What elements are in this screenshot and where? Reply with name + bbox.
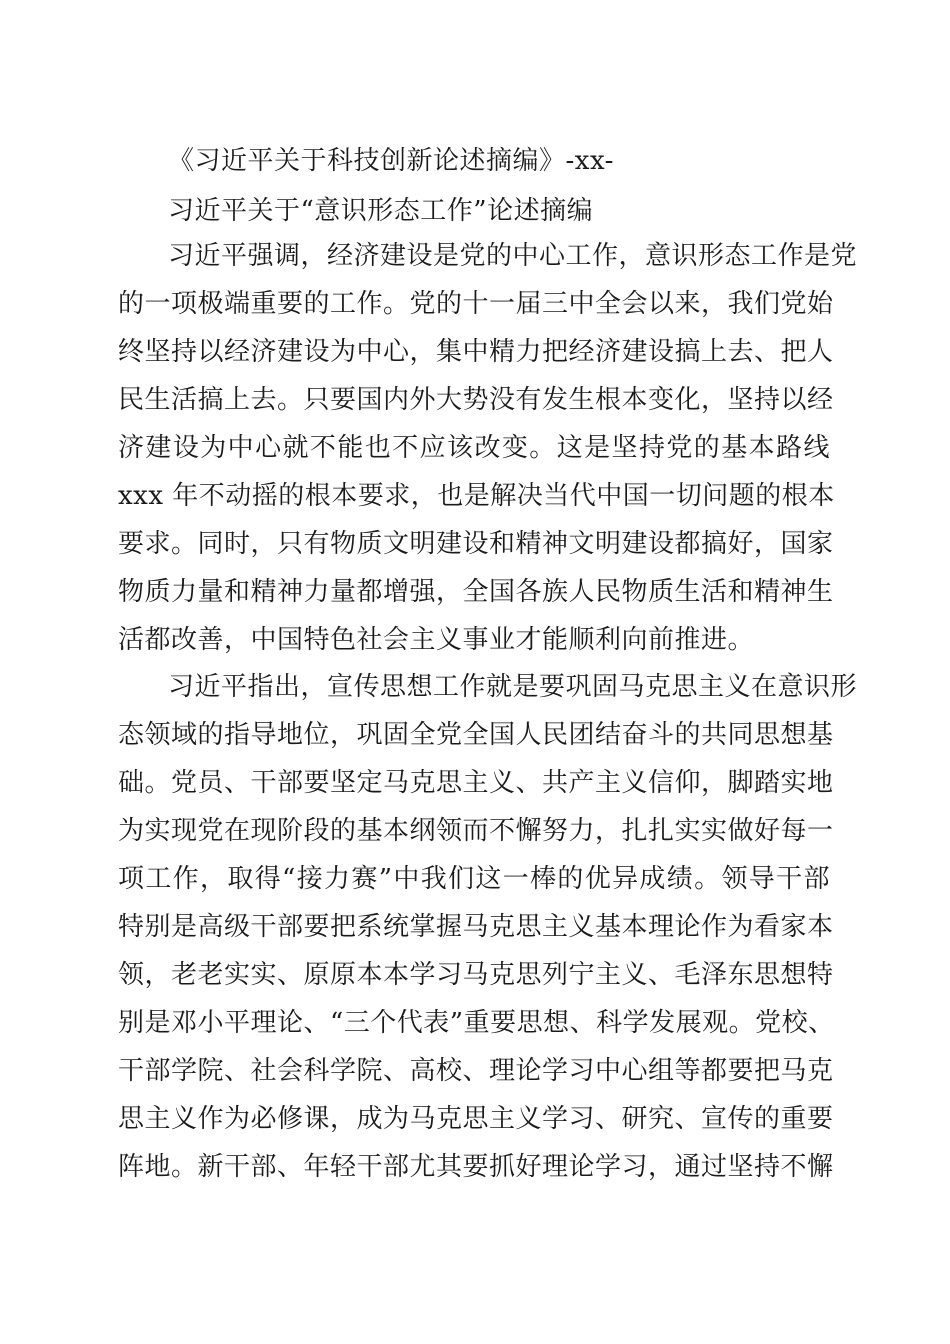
paragraph-2-line: 为实现党在现阶段的基本纲领而不懈努力，扎扎实实做好每一 (118, 816, 834, 846)
paragraph-2-line: 思主义作为必修课，成为马克思主义学习、研究、宣传的重要 (118, 1104, 834, 1134)
paragraph-2-line: 干部学院、社会科学院、高校、理论学习中心组等都要把马克 (118, 1056, 834, 1086)
paragraph-2-line: 础。党员、干部要坚定马克思主义、共产主义信仰，脚踏实地 (118, 768, 834, 798)
paragraph-2-line: 特别是高级干部要把系统掌握马克思主义基本理论作为看家本 (118, 912, 834, 942)
paragraph-2-line: 项工作，取得“接力赛”中我们这一棒的优异成绩。领导干部 (118, 864, 830, 894)
heading-line-2: 习近平关于“意识形态工作”论述摘编 (168, 196, 594, 226)
paragraph-1-line: 的一项极端重要的工作。党的十一届三中全会以来，我们党始 (118, 289, 834, 319)
paragraph-1-line: 习近平强调，经济建设是党的中心工作，意识形态工作是党 (168, 241, 858, 271)
paragraph-1-line: 济建设为中心就不能也不应该改变。这是坚持党的基本路线 (118, 433, 830, 463)
paragraph-1-line: xxx 年不动摇的根本要求，也是解决当代中国一切问题的根本 (118, 481, 835, 511)
heading-line-1: 《习近平关于科技创新论述摘编》-xx- (168, 146, 614, 176)
paragraph-2-line: 态领域的指导地位，巩固全党全国人民团结奋斗的共同思想基 (118, 720, 834, 750)
paragraph-2-line: 习近平指出，宣传思想工作就是要巩固马克思主义在意识形 (168, 672, 858, 702)
paragraph-2-line: 阵地。新干部、年轻干部尤其要抓好理论学习，通过坚持不懈 (118, 1152, 834, 1182)
paragraph-1-line: 物质力量和精神力量都增强，全国各族人民物质生活和精神生 (118, 577, 834, 607)
paragraph-2-line: 别是邓小平理论、“三个代表”重要思想、科学发展观。党校、 (118, 1008, 835, 1038)
paragraph-1-line: 活都改善，中国特色社会主义事业才能顺利向前推进。 (118, 625, 755, 655)
paragraph-2-line: 领，老老实实、原原本本学习马克思列宁主义、毛泽东思想特 (118, 960, 834, 990)
paragraph-1-line: 终坚持以经济建设为中心，集中精力把经济建设搞上去、把人 (118, 337, 834, 367)
paragraph-1-line: 要求。同时，只有物质文明建设和精神文明建设都搞好，国家 (118, 529, 834, 559)
paragraph-1-line: 民生活搞上去。只要国内外大势没有发生根本变化，坚持以经 (118, 385, 834, 415)
